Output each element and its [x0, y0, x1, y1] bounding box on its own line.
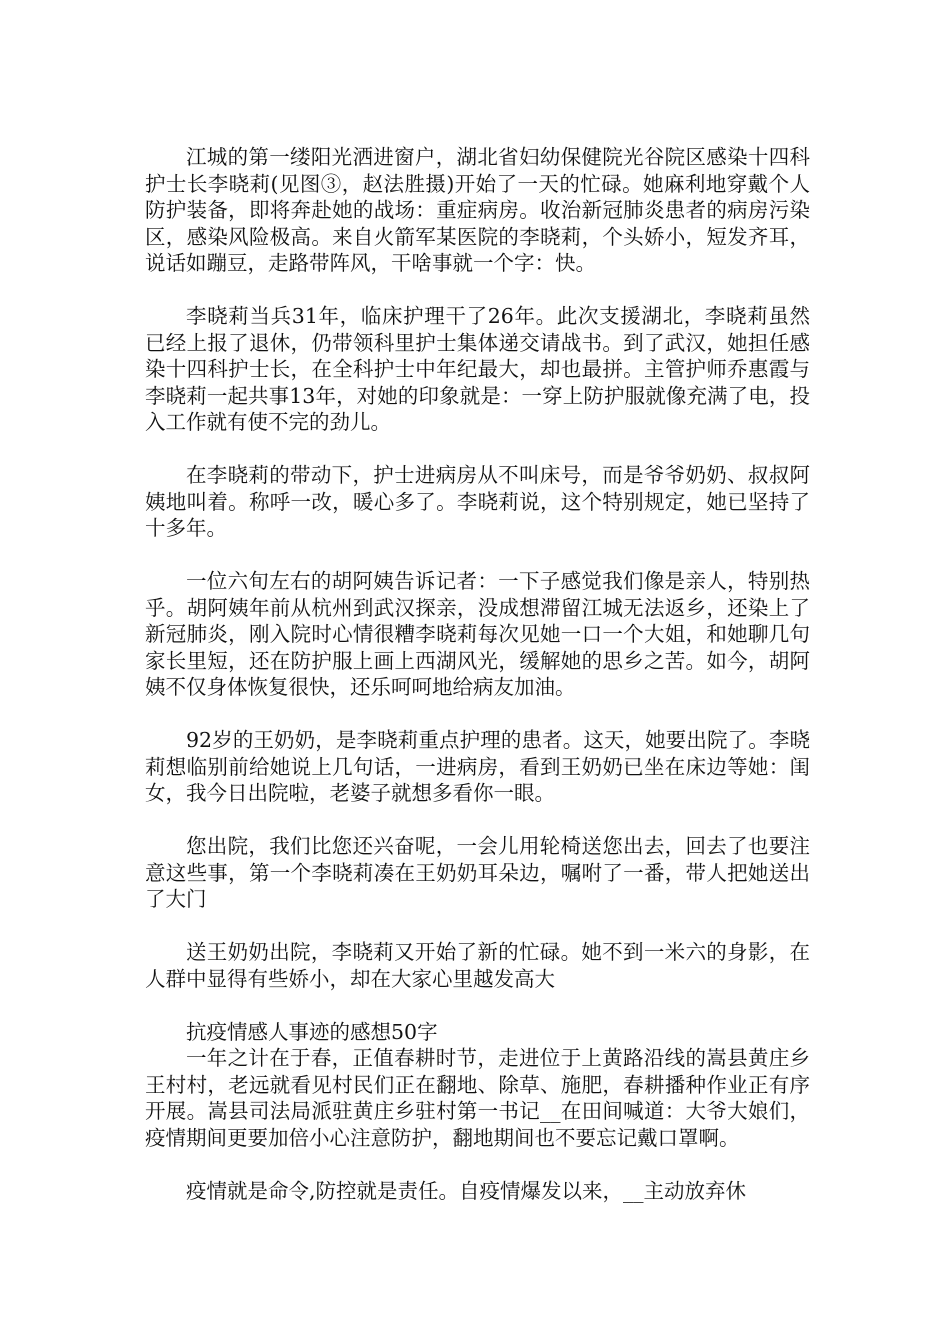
paragraph-7: 送王奶奶出院，李晓莉又开始了新的忙碌。她不到一米六的身影，在人群中显得有些娇小，却在大家心里越发高大	[145, 940, 810, 991]
paragraph-5: 92岁的王奶奶，是李晓莉重点护理的患者。这天，她要出院了。李晓莉想临别前给她说上几句话，一进病房，看到王奶奶已坐在床边等她：闺女，我今日出院啦，老婆子就想多看你一眼。	[145, 728, 810, 805]
section-heading: 抗疫情感人事迹的感想50字	[186, 1019, 438, 1044]
paragraph-1: 江城的第一缕阳光洒进窗户，湖北省妇幼保健院光谷院区感染十四科护士长李晓莉(见图③，赵法胜摄)开始了一天的忙碌。她麻利地穿戴个人防护装备，即将奔赴她的战场：重症病房。收治新冠肺炎患者的病房污染区，感染风险极高。来自火箭军某医院的李晓莉，个头娇小，短发齐耳，说话如蹦豆，走路带阵风，干啥事就一个字：快。	[145, 145, 810, 275]
paragraph-3: 在李晓莉的带动下，护士进病房从不叫床号，而是爷爷奶奶、叔叔阿姨地叫着。称呼一改，暖心多了。李晓莉说，这个特别规定，她已坚持了十多年。	[145, 463, 810, 540]
paragraph-6: 您出院，我们比您还兴奋呢，一会儿用轮椅送您出去，回去了也要注意这些事，第一个李晓莉凑在王奶奶耳朵边，嘱咐了一番，带人把她送出了大门	[145, 834, 810, 911]
paragraph-2: 李晓莉当兵31年，临床护理干了26年。此次支援湖北，李晓莉虽然已经上报了退休，仍带领科里护士集体递交请战书。到了武汉，她担任感染十四科护士长，在全科护士中年纪最大，却也最拼。主管护师乔惠霞与李晓莉一起共事13年，对她的印象就是：一穿上防护服就像充满了电，投入工作就有使不完的劲儿。	[145, 304, 810, 434]
paragraph-4: 一位六旬左右的胡阿姨告诉记者：一下子感觉我们像是亲人，特别热乎。胡阿姨年前从杭州到武汉探亲，没成想滞留江城无法返乡，还染上了新冠肺炎，刚入院时心情很糟李晓莉每次见她一口一个大姐，和她聊几句家长里短，还在防护服上画上西湖风光，缓解她的思乡之苦。如今，胡阿姨不仅身体恢复很快，还乐呵呵地给病友加油。	[145, 569, 810, 699]
paragraph-9: 疫情就是命令,防控就是责任。自疫情爆发以来，__主动放弃休	[186, 1178, 747, 1203]
paragraph-8: 一年之计在于春，正值春耕时节，走进位于上黄路沿线的嵩县黄庄乡王村村，老远就看见村民们正在翻地、除草、施肥，春耕播种作业正有序开展。嵩县司法局派驻黄庄乡驻村第一书记__在田间喊道：大爷大娘们，疫情期间更要加倍小心注意防护，翻地期间也不要忘记戴口罩啊。	[145, 1046, 810, 1150]
document-body	[145, 144, 810, 1231]
